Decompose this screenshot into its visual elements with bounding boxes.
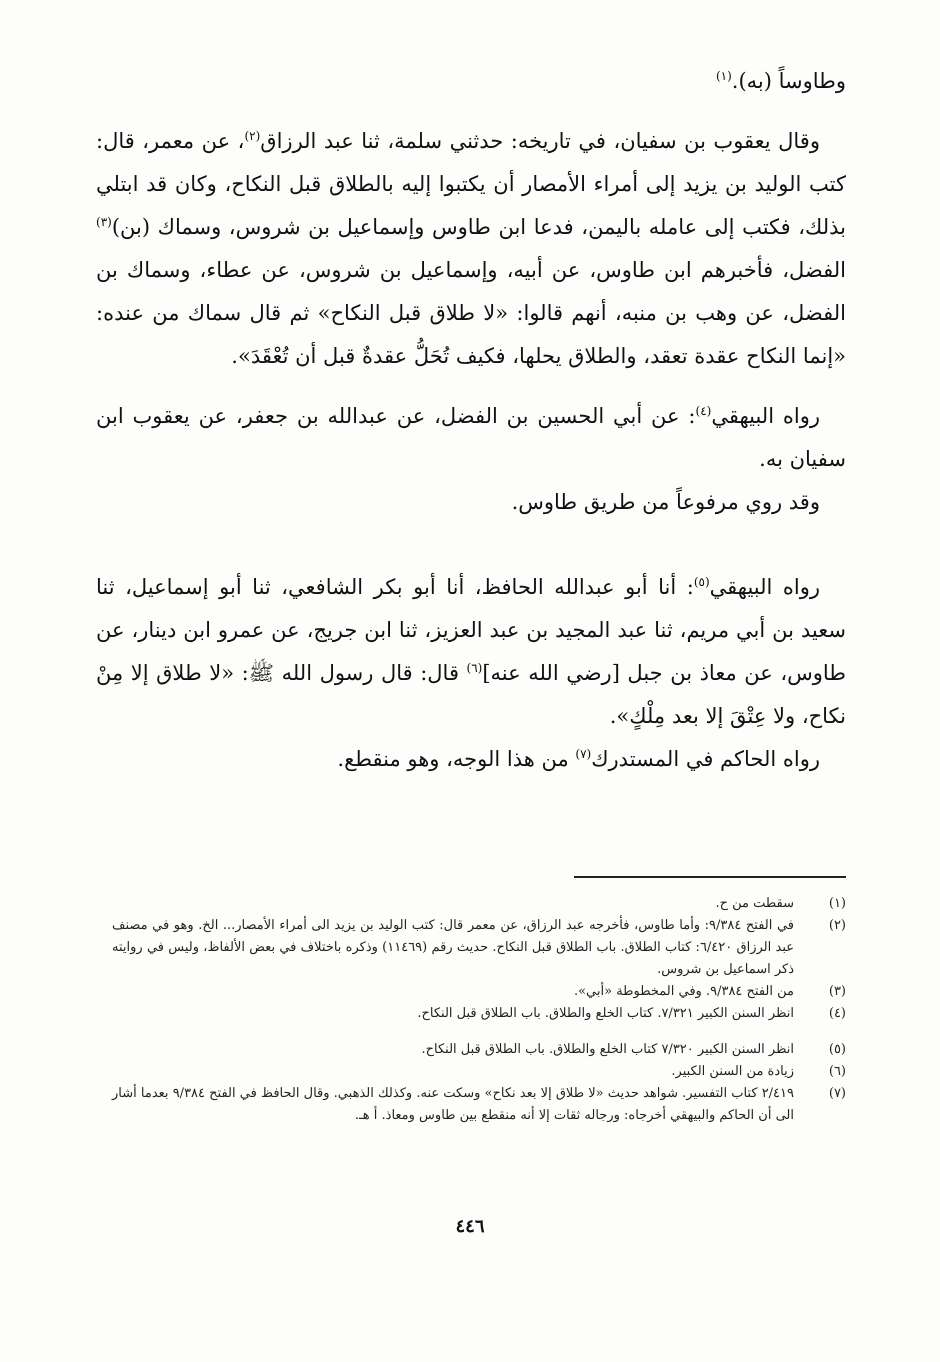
paragraph-text: الفضل، فأخبرهم ابن طاوس، عن أبيه، وإسماعيل بن شروس، عن عطاء، وسماك بن الفضل، عن وهب بن منبه، أنهم قالوا: «لا طلاق قبل النكاح» ثم قال سماك من عنده: «إنما النكاح عقدة تعقد، والطلاق يحلها، فكيف تُحَلُّ عقدةٌ قبل أن تُعْقَدَ». xyxy=(96,258,846,368)
footnote-text: ٢/٤١٩ كتاب التفسير. شواهد حديث «لا طلاق إلا بعد نكاح» وسكت عنه. وكذلك الذهبي. وقال الحافظ في الفتح ٩/٣٨٤ بعدما أشار الى أن الحاكم والبيهقي أخرجاه: ورجاله ثقات إلا أنه منقطع بين طاوس ومعاذ. أ هـ. xyxy=(112,1086,794,1123)
paragraph-2 xyxy=(96,120,846,378)
footnote-divider xyxy=(574,876,846,878)
footnote-text: انظر السنن الكبير ٧/٣٢٠ كتاب الخلع والطلاق. باب الطلاق قبل النكاح. xyxy=(421,1042,794,1057)
footnote-text: زيادة من السنن الكبير. xyxy=(671,1064,794,1079)
footnote-text: سقطت من ح. xyxy=(715,896,794,911)
paragraph-text: قال: قال رسول الله ﷺ: «لا طلاق إلا مِنْ نكاح، ولا عِتْقَ إلا بعد مِلْكٍ». xyxy=(96,661,846,728)
footnote-ref: (١) xyxy=(715,69,732,83)
paragraph-text: رواه البيهقي xyxy=(711,404,821,428)
paragraph-text: : أنا أبو عبدالله الحافظ، أنا أبو بكر الشافعي، ثنا أبو إسماعيل، ثنا سعيد بن أبي مريم، ثنا عبد المجيد بن عبد العزيز، ثنا ابن جريج، عن عمرو ابن دينار، عن طاوس، عن معاذ بن جبل [رضي الله عنه] xyxy=(96,575,846,685)
footnote-number: (٦) xyxy=(828,1064,846,1079)
footnote-1 xyxy=(112,893,846,915)
footnote-number: (٧) xyxy=(828,1086,846,1101)
footnote-ref: (٢) xyxy=(244,129,261,143)
footnote-7 xyxy=(112,1083,846,1127)
paragraph-text: وقال يعقوب بن سفيان، في تاريخه: حدثني سلمة، ثنا عبد الرزاق xyxy=(260,129,820,153)
footnote-ref: (٦) xyxy=(466,661,483,675)
paragraph-text: وقد روي مرفوعاً من طريق طاوس. xyxy=(511,490,820,514)
footnote-number: (٢) xyxy=(828,918,846,933)
footnote-2 xyxy=(112,915,846,981)
paragraph-text: من هذا الوجه، وهو منقطع. xyxy=(337,747,576,771)
paragraph-1 xyxy=(96,60,846,103)
paragraph-text: رواه الحاكم في المستدرك xyxy=(591,747,820,771)
footnote-ref: (٥) xyxy=(693,575,710,589)
footnote-3 xyxy=(112,981,846,1003)
footnote-ref: (٤) xyxy=(695,404,712,418)
footnote-text: انظر السنن الكبير ٧/٣٢١. كتاب الخلع والطلاق. باب الطلاق قبل النكاح. xyxy=(417,1006,794,1021)
page-number: ٤٤٦ xyxy=(455,1216,485,1237)
main-text xyxy=(96,60,846,781)
paragraph-4 xyxy=(96,481,846,524)
footnote-text: في الفتح ٩/٣٨٤: وأما طاوس، فأخرجه عبد الرزاق، عن معمر قال: كتب الوليد بن يزيد الى أمراء الأمصار... الخ. وهو في مصنف عبد الرزاق ٦/٤٢٠: كتاب الطلاق. باب الطلاق قبل النكاح. حديث رقم (١١٤٦٩) وذكره باختلاف في بعض الألفاظ، وليس في روايته ذكر اسماعيل بن شروس. xyxy=(112,918,794,977)
footnote-number: (٥) xyxy=(828,1042,846,1057)
footnote-6 xyxy=(112,1061,846,1083)
paragraph-6 xyxy=(96,738,846,781)
paragraph-5 xyxy=(96,566,846,738)
footnote-number: (٣) xyxy=(828,984,846,999)
footnote-text: من الفتح ٩/٣٨٤. وفي المخطوطة «أبي». xyxy=(573,984,794,999)
paragraph-3 xyxy=(96,395,846,481)
footnote-ref: (٧) xyxy=(575,747,592,761)
footnote-4 xyxy=(112,1003,846,1025)
footnote-number: (١) xyxy=(828,896,846,911)
paragraph-text: : عن أبي الحسين بن الفضل، عن عبدالله بن جعفر، عن يعقوب ابن سفيان به. xyxy=(96,404,846,471)
paragraph-text: ، عن معمر، قال: كتب الوليد بن يزيد إلى أمراء الأمصار أن يكتبوا إليه بالطلاق قبل النكاح، وكان قد ابتلي بذلك، فكتب إلى عامله باليمن، فدعا ابن طاوس وإسماعيل بن شروس، وسماك (بن) xyxy=(96,129,846,239)
footnote-number: (٤) xyxy=(828,1006,846,1021)
paragraph-text: رواه البيهقي xyxy=(709,575,820,599)
paragraph-text: وطاوساً (به). xyxy=(731,69,846,93)
footnote-ref: (٣) xyxy=(96,215,112,229)
footnote-5 xyxy=(112,1039,846,1061)
footnotes xyxy=(112,893,846,1127)
